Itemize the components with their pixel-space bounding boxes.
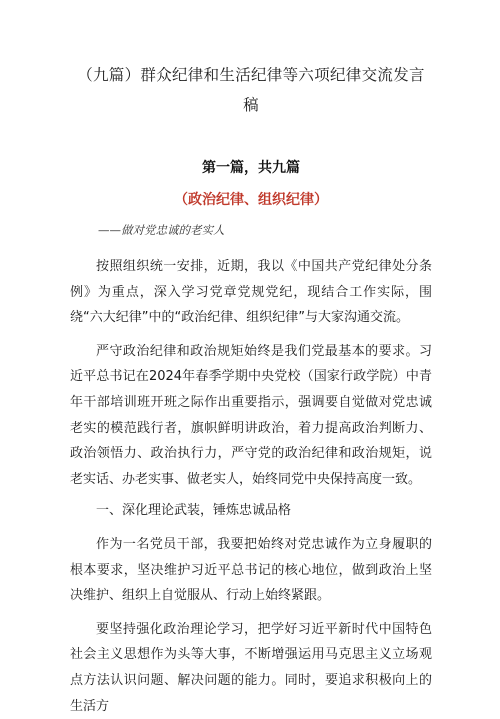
part-heading: 第一篇，共九篇 <box>202 160 300 176</box>
section-heading: 一、深化理论武装，锤炼忠诚品格 <box>96 503 292 519</box>
paragraph-theory-study: 要坚持强化政治理论学习，把学好习近平新时代中国特色社会主义思想作为头等大事，不断增强运用马克思主义立场观点方法认识问题、解决问题的能力。同时，要追求积极向上的生活方 <box>70 621 432 714</box>
document-title: （九篇）群众纪律和生活纪律等六项纪律交流发言稿 <box>77 66 425 114</box>
paragraph-intro: 按照组织统一安排，近期，我以《中国共产党纪律处分条例》为重点，深入学习党章党规党纪，现结合工作实际，围绕“六大纪律”中的“政治纪律、组织纪律”与大家沟通交流。 <box>70 259 432 326</box>
byline: ——做对党忠诚的老实人 <box>98 223 225 237</box>
part-subheading: （政治纪律、组织纪律） <box>174 192 328 208</box>
paragraph-loyalty: 作为一名党员干部，我要把始终对党忠诚作为立身履职的根本要求，坚决维护习近平总书记的核心地位，做到政治上坚决维护、组织上自觉服从、行动上始终紧跟。 <box>70 536 432 604</box>
paragraph-political-discipline: 严守政治纪律和政治规矩始终是我们党最基本的要求。习近平总书记在2024年春季学期中央党校（国家行政学院）中青年干部培训班开班之际作出重要指示，强调要自觉做对党忠诚老实的模范践行者，旗帜鲜明讲政治，着力提高政治判断力、政治领悟力、政治执行力，严守党的政治纪律和政治规矩，说老实话、办老实事、做老实人，始终同党中央保持高度一致。 <box>70 343 432 487</box>
